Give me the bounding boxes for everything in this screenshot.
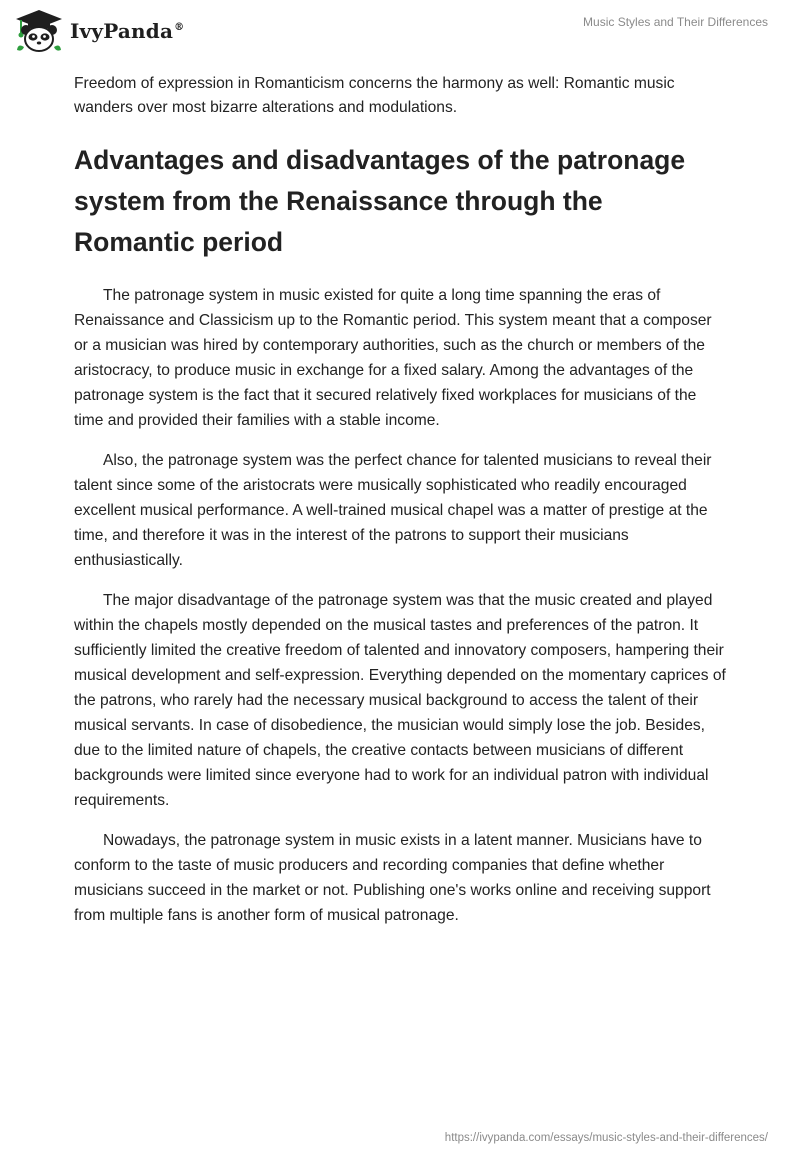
panda-graduation-cap-icon <box>14 8 64 54</box>
document-title: Music Styles and Their Differences <box>583 15 768 29</box>
section-heading: Advantages and disadvantages of the patronage system from the Renaissance through the Romantic period <box>74 145 686 257</box>
source-url[interactable]: https://ivypanda.com/essays/music-styles-and-their-differences/ <box>444 1132 768 1144</box>
brand-name: IvyPanda® <box>70 19 185 43</box>
body-paragraph: The major disadvantage of the patronage system was that the music created and played within the chapels mostly depended on the musical tastes and preferences of the patron. It sufficiently limited the creative freedom of talented and innovatory composers, hampering their musical development and self-expression. Everything depended on the momentary caprices of the patrons, who rarely had the necessary musical background to access the talent of their musical servants. In case of disobedience, the musician would simply lose the job. Besides, due to the limited nature of chapels, the creative contacts between musicians of different backgrounds were limited since everyone had to work for an individual patron with individual requirements. <box>74 592 726 809</box>
body-paragraph: Nowadays, the patronage system in music exists in a latent manner. Musicians have to conform to the taste of music producers and recording companies that define whether musicians succeed in the market or not. Publishing one's works online and receiving support from multiple fans is another form of musical patronage. <box>74 832 711 924</box>
ivypanda-logo[interactable] <box>14 8 184 54</box>
body-paragraph: The patronage system in music existed for quite a long time spanning the eras of Renaissance and Classicism up to the Romantic period. This system meant that a composer or a musician was hired by contemporary authorities, such as the church or members of the aristocracy, to produce music in exchange for a fixed salary. Among the advantages of the patronage system is the fact that it secured relatively fixed workplaces for musicians of the time and provided their families with a stable income. <box>74 287 712 429</box>
intro-paragraph: Freedom of expression in Romanticism concerns the harmony as well: Romantic music wanders over most bizarre alterations and modulations. <box>74 75 675 116</box>
registered-mark: ® <box>174 22 185 34</box>
body-paragraph: Also, the patronage system was the perfect chance for talented musicians to reveal their talent since some of the aristocrats were musically sophisticated who readily encouraged excellent musical performance. A well-trained musical chapel was a matter of prestige at the time, and therefore it was in the interest of the patrons to support their musicians enthusiastically. <box>74 452 712 569</box>
essay-content <box>74 72 726 943</box>
page-header <box>0 0 800 70</box>
